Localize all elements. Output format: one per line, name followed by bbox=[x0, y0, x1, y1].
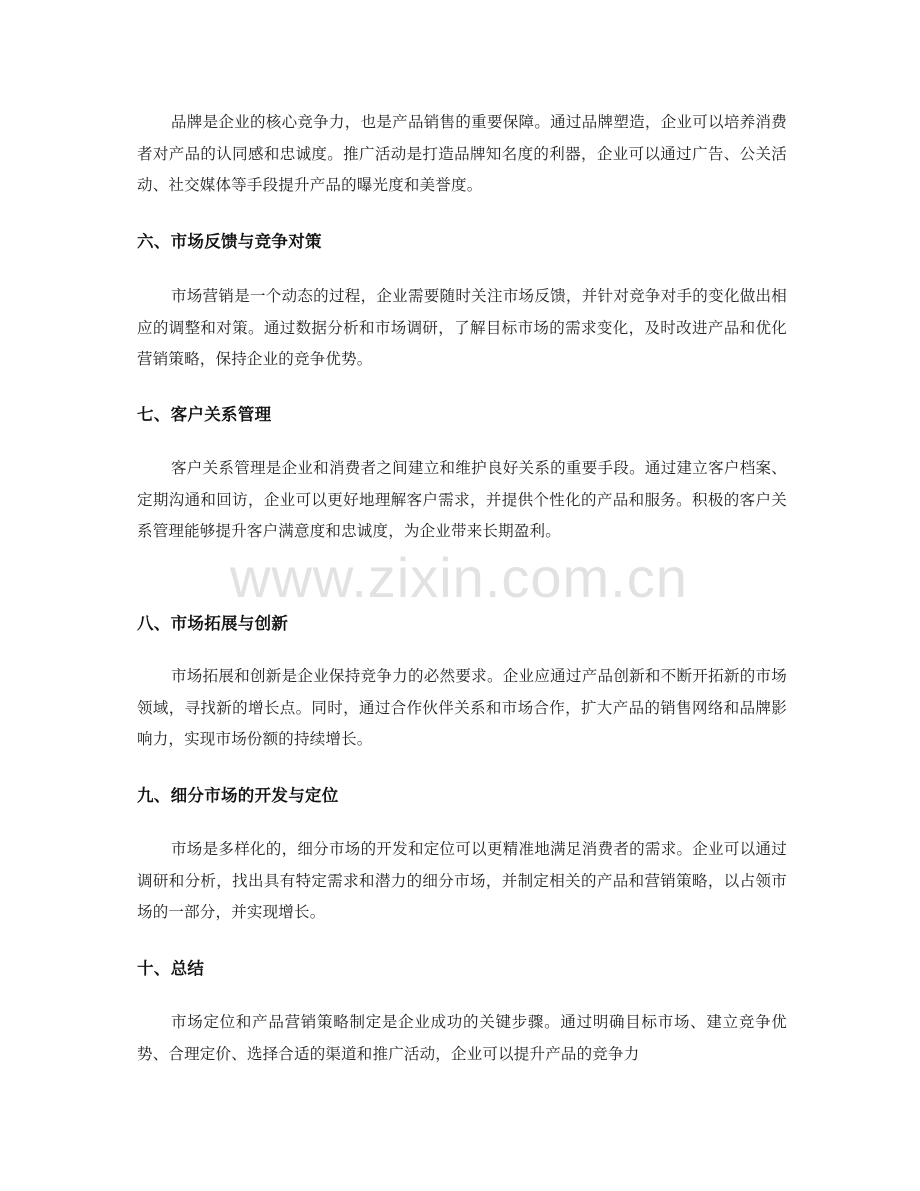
heading-market-expansion: 八、市场拓展与创新 bbox=[137, 614, 289, 633]
paragraph-market-expansion: 市场拓展和创新是企业保持竞争力的必然要求。企业应通过产品创新和不断开拓新的市场领域，寻找新的增长点。同时，通过合作伙伴关系和市场合作，扩大产品的销售网络和品牌影响力，实现市场份额的持续增长。 bbox=[137, 667, 787, 749]
heading-summary: 十、总结 bbox=[137, 959, 205, 978]
watermark-text: www.zixin.com.cn bbox=[230, 546, 688, 609]
paragraph-customer-relations: 客户关系管理是企业和消费者之间建立和维护良好关系的重要手段。通过建立客户档案、定期沟通和回访，企业可以更好地理解客户需求，并提供个性化的产品和服务。积极的客户关系管理能够提升客户满意度和忠诚度，为企业带来长期盈利。 bbox=[137, 459, 787, 541]
heading-market-feedback: 六、市场反馈与竞争对策 bbox=[137, 232, 322, 251]
heading-market-segmentation: 九、细分市场的开发与定位 bbox=[137, 786, 339, 805]
paragraph-summary: 市场定位和产品营销策略制定是企业成功的关键步骤。通过明确目标市场、建立竞争优势、合理定价、选择合适的渠道和推广活动，企业可以提升产品的竞争力 bbox=[137, 1013, 787, 1063]
heading-customer-relations: 七、客户关系管理 bbox=[137, 405, 272, 424]
paragraph-brand: 品牌是企业的核心竞争力，也是产品销售的重要保障。通过品牌塑造，企业可以培养消费者对产品的认同感和忠诚度。推广活动是打造品牌知名度的利器，企业可以通过广告、公关活动、社交媒体等手段提升产品的曝光度和美誉度。 bbox=[137, 113, 787, 195]
paragraph-market-segmentation: 市场是多样化的，细分市场的开发和定位可以更精准地满足消费者的需求。企业可以通过调研和分析，找出具有特定需求和潜力的细分市场，并制定相关的产品和营销策略，以占领市场的一部分，并实现增长。 bbox=[137, 840, 787, 922]
paragraph-market-feedback: 市场营销是一个动态的过程，企业需要随时关注市场反馈，并针对竞争对手的变化做出相应的调整和对策。通过数据分析和市场调研，了解目标市场的需求变化，及时改进产品和优化营销策略，保持企业的竞争优势。 bbox=[137, 287, 787, 369]
